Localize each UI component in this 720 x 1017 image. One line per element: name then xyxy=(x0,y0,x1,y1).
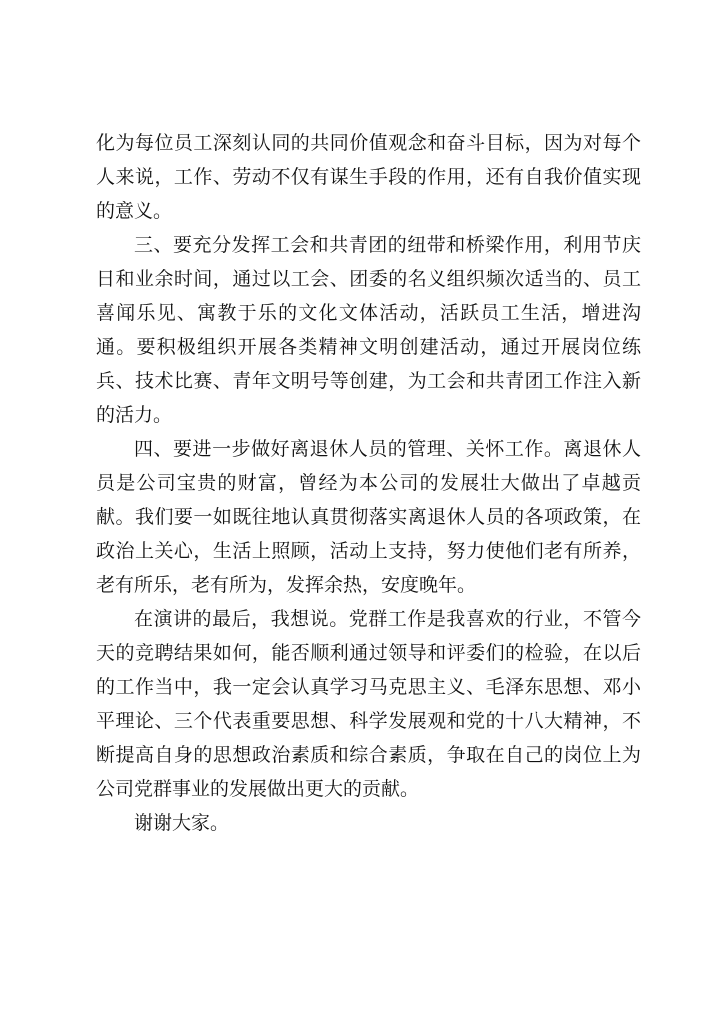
paragraph-thanks: 谢谢大家。 xyxy=(134,812,230,834)
paragraph-continuation: 化为每位员工深刻认同的共同价值观念和奋斗目标，因为对每个人来说，工作、劳动不仅有谋生手段的作用，还有自我价值实现的意义。 xyxy=(96,132,641,222)
document-body xyxy=(96,126,641,840)
paragraph-item-three: 三、要充分发挥工会和共青团的纽带和桥梁作用，利用节庆日和业余时间，通过以工会、团委的名义组织频次适当的、员工喜闻乐见、寓教于乐的文化文体活动，活跃员工生活，增进沟通。要积极组织开展各类精神文明创建活动，通过开展岗位练兵、技术比赛、青年文明号等创建，为工会和共青团工作注入新的活力。 xyxy=(96,234,641,426)
paragraph-item-four: 四、要进一步做好离退休人员的管理、关怀工作。离退休人员是公司宝贵的财富，曾经为本公司的发展壮大做出了卓越贡献。我们要一如既往地认真贯彻落实离退休人员的各项政策，在政治上关心，生活上照顾，活动上支持，努力使他们老有所养，老有所乐，老有所为，发挥余热，安度晚年。 xyxy=(96,438,641,596)
paragraph-closing: 在演讲的最后，我想说。党群工作是我喜欢的行业，不管今天的竞聘结果如何，能否顺利通过领导和评委们的检验，在以后的工作当中，我一定会认真学习马克思主义、毛泽东思想、邓小平理论、三个代表重要思想、科学发展观和党的十八大精神，不断提高自身的思想政治素质和综合素质，争取在自己的岗位上为公司党群事业的发展做出更大的贡献。 xyxy=(96,608,641,800)
